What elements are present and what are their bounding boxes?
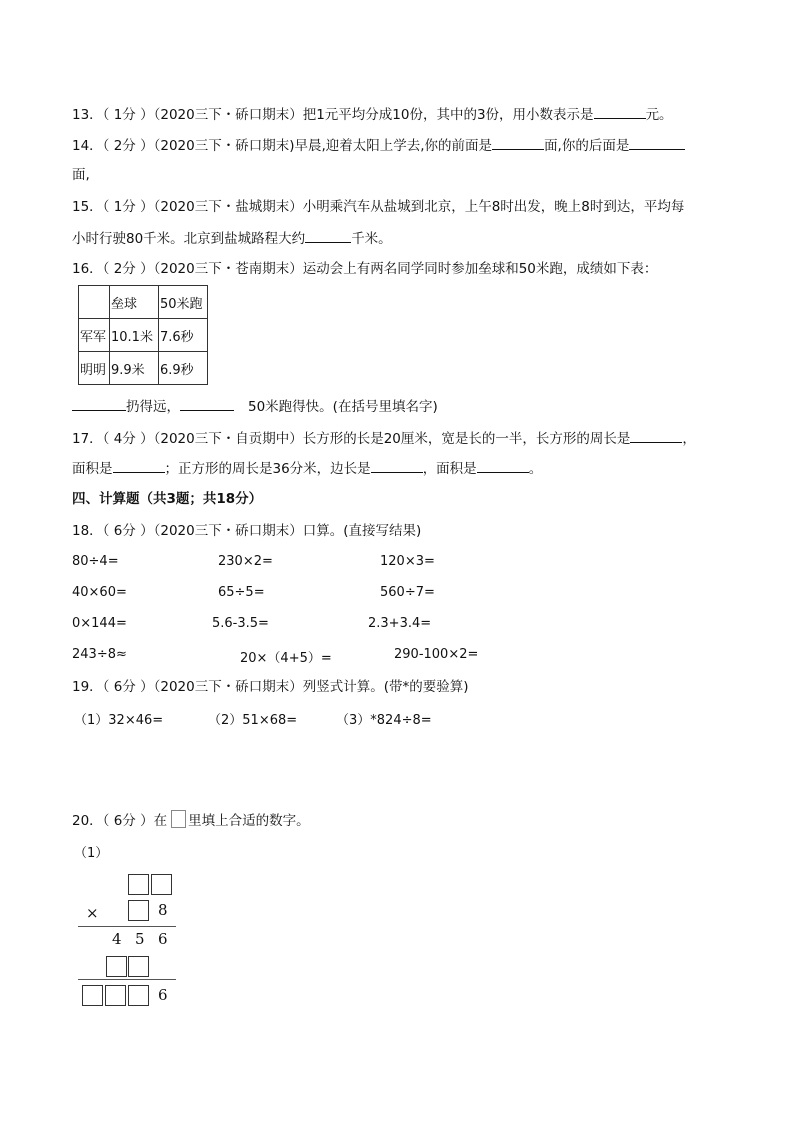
section-title xyxy=(72,490,262,508)
score-table xyxy=(78,285,208,385)
calc-item: 243÷8≈ xyxy=(72,647,127,662)
question-17-line-1 xyxy=(72,428,696,448)
table-cell: 军军 xyxy=(79,319,110,352)
calc-item: 40×60= xyxy=(72,585,127,600)
calc-item: （1）32×46= xyxy=(74,713,164,728)
section-4-title: 四、计算题（共3题；共18分） xyxy=(72,491,263,507)
question-15-tail: 千米。 xyxy=(351,231,392,247)
table-row xyxy=(79,319,208,352)
rule-line xyxy=(78,926,176,927)
digit-box[interactable] xyxy=(128,956,149,977)
question-17-text-b: ；正方形的周长是36分米，边长是 xyxy=(164,461,371,477)
table-cell: 9.9米 xyxy=(110,352,159,385)
times-sign: × xyxy=(86,904,99,922)
question-15-text-2: 小时行驶80千米。北京到盐城路程大约 xyxy=(72,231,306,247)
question-17-text: 17．（ 4分 ）（2020三下・自贡期中）长方形的长是20厘米，宽是长的一半，长方形的周长是 xyxy=(72,431,631,447)
question-16-answer xyxy=(72,396,438,416)
answer-blank[interactable] xyxy=(629,135,685,150)
table-cell: 6.9秒 xyxy=(159,352,208,385)
table-row xyxy=(79,352,208,385)
partial-digit: 4 xyxy=(112,930,122,948)
digit-box[interactable] xyxy=(128,874,149,895)
question-15-line-2 xyxy=(72,228,392,248)
question-18-text: 18．（ 6分 ）（2020三下・硚口期末）口算。(直接写结果) xyxy=(72,523,422,539)
question-19-text: 19．（ 6分 ）（2020三下・硚口期末）列竖式计算。(带*的要验算) xyxy=(72,679,469,695)
question-14-cont: 面, xyxy=(72,167,90,183)
question-14-text: 14．（ 2分 ）（2020三下・硚口期末)早晨,迎着太阳上学去,你的前面是 xyxy=(72,138,493,154)
question-20 xyxy=(72,810,310,830)
question-17-text-a: 面积是 xyxy=(72,461,113,477)
answer-blank[interactable] xyxy=(180,396,234,411)
calc-item: （3）*824÷8= xyxy=(336,713,432,728)
partial-digit: 5 xyxy=(135,930,145,948)
question-20-text-a: 20．（ 6分 ）在 xyxy=(72,813,168,829)
table-cell: 10.1米 xyxy=(110,319,159,352)
table-cell: 7.6秒 xyxy=(159,319,208,352)
table-cell: 明明 xyxy=(79,352,110,385)
question-15-line-1 xyxy=(72,198,684,216)
answer-blank[interactable] xyxy=(492,135,544,150)
question-17-line-2 xyxy=(72,458,542,478)
table-header-cell: 垒球 xyxy=(110,286,159,319)
rule-line xyxy=(78,979,176,980)
answer-blank[interactable] xyxy=(371,458,423,473)
question-20-text-b: 里填上合适的数字。 xyxy=(188,813,310,829)
digit-box[interactable] xyxy=(128,985,149,1006)
digit-box[interactable] xyxy=(128,900,149,921)
answer-blank[interactable] xyxy=(594,104,646,119)
question-16-answer-b: 50米跑得快。(在括号里填名字) xyxy=(248,399,438,415)
partial-digit: 6 xyxy=(158,930,168,948)
vertical-multiplication xyxy=(78,868,188,1018)
question-15-text: 15．（ 1分 ）（2020三下・盐城期末）小明乘汽车从盐城到北京，上午8时出发，晚上8时到达，平均每 xyxy=(72,199,685,215)
digit-box[interactable] xyxy=(151,874,172,895)
calc-item: 0×144= xyxy=(72,616,127,631)
question-20-sub: （1） xyxy=(74,846,109,861)
square-box-icon xyxy=(171,810,186,828)
question-19 xyxy=(72,678,469,696)
result-digit: 6 xyxy=(158,986,168,1004)
question-16-text: 16．（ 2分 ）（2020三下・苍南期末）运动会上有两名同学同时参加垒球和50米跑，成绩如下表： xyxy=(72,261,658,277)
multiplier-digit: 8 xyxy=(158,901,168,919)
question-17-text-c: ，面积是 xyxy=(422,461,477,477)
question-13-tail: 元。 xyxy=(645,107,673,123)
calc-item: 65÷5= xyxy=(218,585,265,600)
table-header-cell xyxy=(79,286,110,319)
calc-item: 5.6-3.5= xyxy=(212,616,269,631)
digit-box[interactable] xyxy=(82,985,103,1006)
calc-item: 230×2= xyxy=(218,554,273,569)
calc-item: （2）51×68= xyxy=(208,713,298,728)
answer-blank[interactable] xyxy=(72,396,126,411)
calc-item: 2.3+3.4= xyxy=(368,616,432,631)
answer-blank[interactable] xyxy=(630,428,682,443)
calc-item: 20×（4+5）= xyxy=(240,651,332,666)
question-17-text-d: 。 xyxy=(528,461,543,477)
question-13 xyxy=(72,104,673,124)
question-16 xyxy=(72,260,657,278)
calc-item: 290-100×2= xyxy=(394,647,479,662)
calc-item: 560÷7= xyxy=(380,585,435,600)
question-14-continued xyxy=(72,166,90,184)
table-header-row xyxy=(79,286,208,319)
question-14-mid: 面,你的后面是 xyxy=(544,138,630,154)
digit-box[interactable] xyxy=(106,956,127,977)
calc-item: 80÷4= xyxy=(72,554,119,569)
answer-blank[interactable] xyxy=(305,228,351,243)
digit-box[interactable] xyxy=(105,985,126,1006)
table-header-cell: 50米跑 xyxy=(159,286,208,319)
question-18 xyxy=(72,522,421,540)
question-13-text: 13．（ 1分 ）（2020三下・硚口期末）把1元平均分成10份，其中的3份，用小数表示是 xyxy=(72,107,594,123)
answer-blank[interactable] xyxy=(477,458,529,473)
answer-blank[interactable] xyxy=(113,458,165,473)
calc-item: 120×3= xyxy=(380,554,435,569)
question-16-answer-a: 扔得远， xyxy=(126,399,180,415)
question-17-tail: ， xyxy=(682,431,696,447)
question-14 xyxy=(72,135,685,155)
